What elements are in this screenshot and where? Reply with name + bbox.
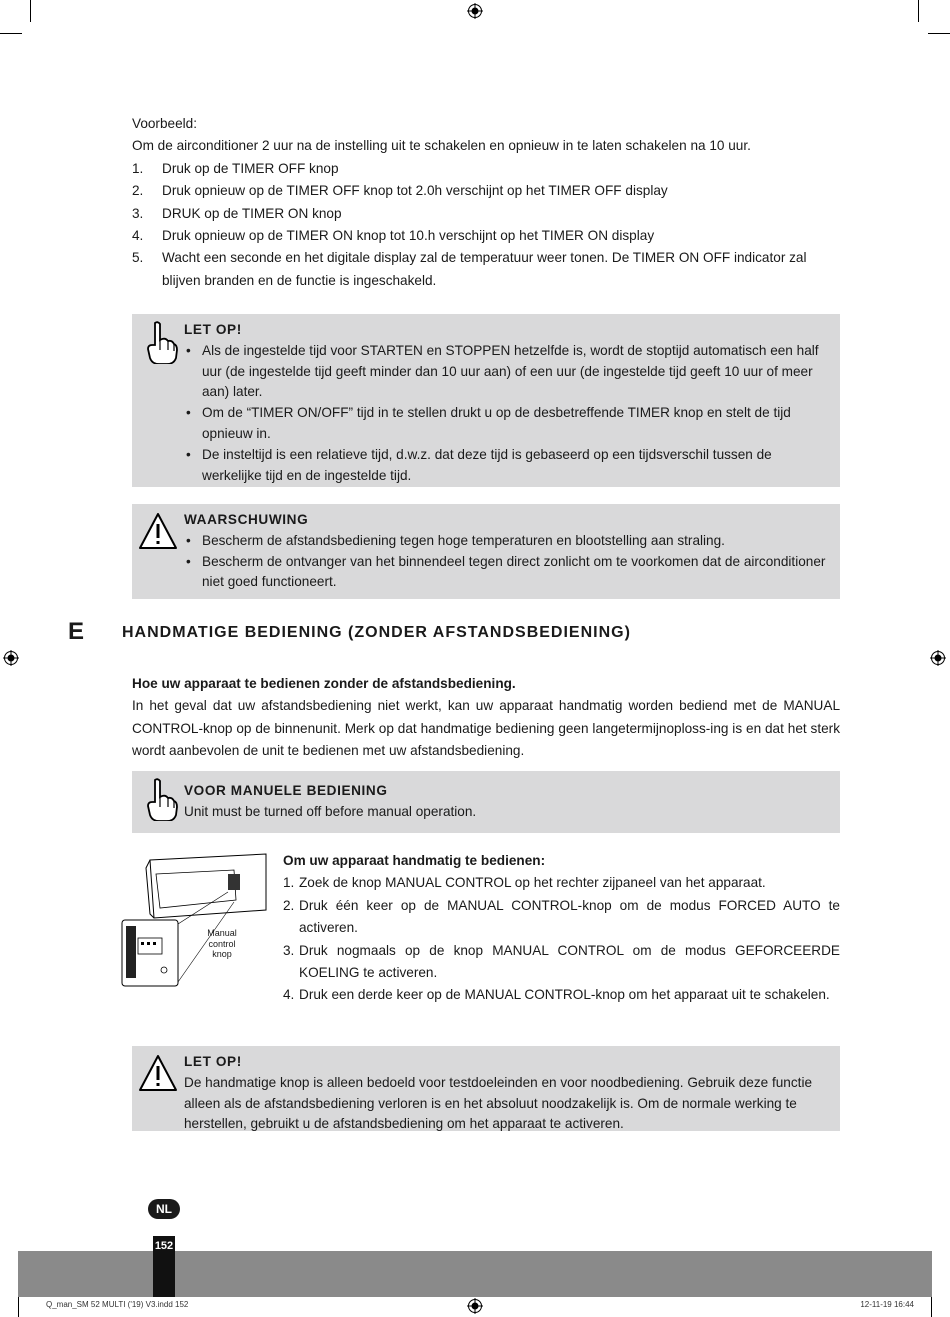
manual-intro	[132, 673, 840, 763]
timer-steps	[132, 158, 840, 292]
step-text: Druk een derde keer op de MANUAL CONTROL-knop om het apparaat uit te schakelen.	[299, 987, 830, 1003]
step-text: Zoek de knop MANUAL CONTROL op het rechter zijpaneel van het apparaat.	[299, 875, 766, 891]
list-item	[132, 158, 840, 180]
note-title: VOOR MANUELE BEDIENING	[184, 783, 388, 798]
step-number: 3.	[283, 942, 295, 958]
step-text: DRUK op de TIMER ON knop	[162, 205, 342, 221]
list-item	[132, 203, 840, 225]
registration-mark-icon	[467, 1298, 483, 1314]
manual-intro-heading: Hoe uw apparaat te bedienen zonder de afstandsbediening.	[132, 676, 516, 691]
step-number: 2.	[283, 897, 295, 913]
warning-bullets	[184, 531, 826, 593]
manual-steps-heading: Om uw apparaat handmatig te bedienen:	[283, 853, 546, 868]
list-item	[132, 247, 840, 292]
list-item: • De insteltijd is een relatieve tijd, d.w.z. dat deze tijd is gebaseerd op een tijdsverschil tussen de werkelijke tijd en de ingestelde tijd.	[184, 445, 826, 487]
step-number: 1.	[132, 160, 144, 176]
crop-mark	[18, 1296, 19, 1317]
step-text: Druk opnieuw op de TIMER ON knop tot 10.h verschijnt op het TIMER ON display	[162, 228, 655, 244]
registration-mark-icon	[930, 650, 946, 666]
step-number: 3.	[132, 205, 144, 221]
step-number: 1.	[283, 875, 295, 891]
note-warning	[132, 504, 840, 599]
step-text: Druk één keer op de MANUAL CONTROL-knop om de modus FORCED AUTO te activeren.	[299, 897, 840, 936]
list-item: • Bescherm de ontvanger van het binnendeel tegen direct zonlicht om te voorkomen dat de airconditioner niet goed functioneert.	[184, 552, 826, 594]
crop-mark	[30, 0, 31, 22]
timer-example	[132, 113, 840, 292]
print-slug-date: 12-11-19 16:44	[860, 1300, 914, 1309]
step-text: Wacht een seconde en het digitale display zal de temperatuur weer tonen. De TIMER ON OFF indicator zal blijven branden en de functie is ingeschakeld.	[162, 250, 807, 288]
list-item	[283, 895, 840, 940]
list-item	[283, 984, 840, 1006]
list-item	[283, 872, 840, 894]
step-text: Druk opnieuw op de TIMER OFF knop tot 2.0h verschijnt op het TIMER OFF display	[162, 183, 668, 199]
list-item: • Bescherm de afstandsbediening tegen hoge temperaturen en blootstelling aan straling.	[184, 531, 826, 552]
note-let-op-manual	[132, 1046, 840, 1131]
example-label: Voorbeeld:	[132, 116, 198, 131]
language-badge: NL	[148, 1199, 180, 1219]
manual-step-list	[283, 872, 840, 1006]
warning-triangle-icon	[138, 510, 178, 554]
step-number: 4.	[132, 228, 144, 244]
step-text: Druk op de TIMER OFF knop	[162, 160, 339, 176]
crop-mark	[918, 0, 919, 22]
list-item	[132, 225, 840, 247]
list-item	[132, 180, 840, 202]
step-number: 2.	[132, 183, 144, 199]
note-bullets	[184, 341, 826, 487]
air-conditioner-illustration	[116, 852, 276, 992]
step-text: Druk nogmaals op de knop MANUAL CONTROL om de modus GEFORCEERDE KOELING te activeren.	[299, 942, 840, 981]
list-item: • Als de ingestelde tijd voor STARTEN en STOPPEN hetzelfde is, wordt de stoptijd automatisch een half uur (de ingestelde tijd geeft minder dan 10 uur aan) of een uur (de ingestelde tijd geeft 10 uur of meer aan) later.	[184, 341, 826, 403]
pointing-hand-icon	[138, 320, 178, 364]
note-text: De handmatige knop is alleen bedoeld voor testdoeleinden en voor noodbediening. Gebruik deze functie alleen als de afstandsbediening verloren is en het absoluut noodzakelijk is. Om de normale werking te herstellen, gebruikt u de afstandsbediening om het apparaat te activeren.	[184, 1074, 813, 1132]
pointing-hand-icon	[138, 777, 178, 821]
manual-steps	[283, 850, 840, 1007]
manual-intro-paragraph: In het geval dat uw afstandsbediening niet werkt, kan uw apparaat handmatig worden bediend met de MANUAL CONTROL-knop op de binnenunit. Merk op dat handmatige bediening geen langetermijnoploss-ing is en dat het sterk wordt aanbevolen de unit te bedienen met uw afstandsbediening.	[132, 698, 840, 759]
step-number: 4.	[283, 987, 295, 1003]
list-item: • Om de “TIMER ON/OFF” tijd in te stellen drukt u op de desbetreffende TIMER knop en stelt de tijd opnieuw in.	[184, 403, 826, 445]
note-let-op	[132, 314, 840, 487]
note-text: Unit must be turned off before manual operation.	[184, 803, 477, 819]
section-title: HANDMATIGE BEDIENING (ZONDER AFSTANDSBEDIENING)	[122, 624, 631, 641]
print-slug-file: Q_man_SM 52 MULTI ('19) V3.indd 152	[46, 1300, 189, 1309]
example-sentence: Om de airconditioner 2 uur na de instelling uit te schakelen en opnieuw in te laten schakelen na 10 uur.	[132, 138, 751, 154]
step-number: 5.	[132, 250, 144, 266]
note-title: LET OP!	[184, 1054, 242, 1069]
crop-mark	[928, 33, 950, 34]
note-title: LET OP!	[184, 322, 242, 337]
registration-mark-icon	[467, 3, 483, 19]
note-manual-operation	[132, 771, 840, 833]
warning-title: WAARSCHUWING	[184, 512, 309, 527]
section-letter: E	[68, 618, 85, 645]
crop-mark	[0, 33, 22, 34]
page-number: 152	[154, 1240, 174, 1252]
manual-control-label: Manual control knop	[207, 928, 237, 959]
warning-triangle-icon	[138, 1052, 178, 1096]
list-item	[283, 940, 840, 985]
registration-mark-icon	[3, 650, 19, 666]
crop-mark	[931, 1296, 932, 1317]
